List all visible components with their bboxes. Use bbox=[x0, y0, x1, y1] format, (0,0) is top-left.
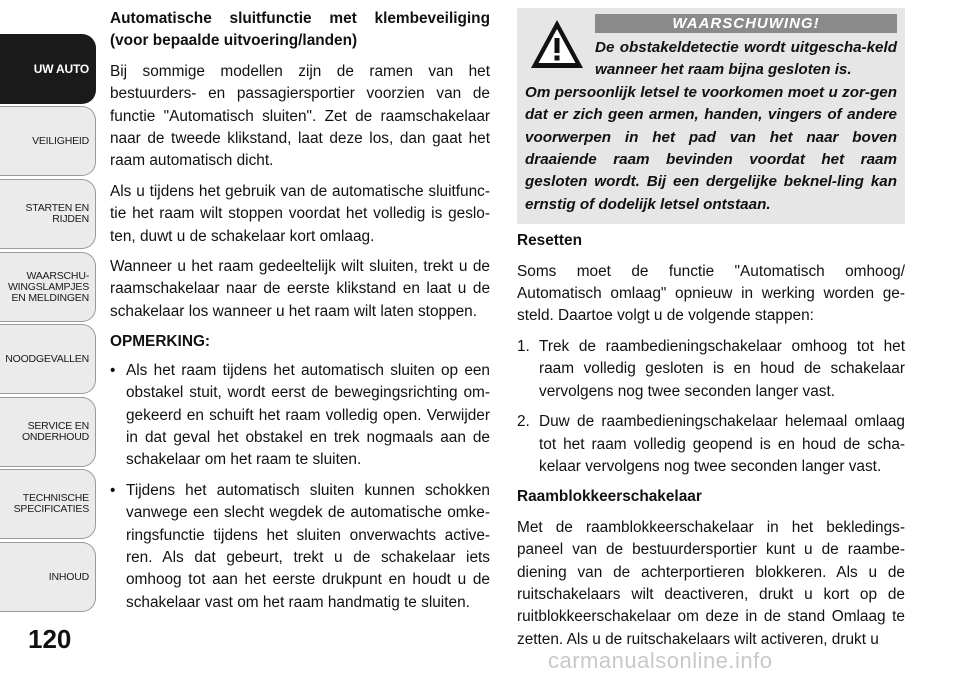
bullet-mark: • bbox=[110, 481, 116, 499]
paragraph: Met de raamblokkeerschakelaar in het bekledings-paneel van de bestuurdersportier kunt u de raambe-diening van de achterportieren blokkeren. Als u de ruitschakelaars wilt deactiveren, drukt u kort op de ruitblokkeerschakelaar om deze in de stand Omlaag te zetten. Als u de ruitschakelaars wilt activeren, drukt u bbox=[517, 518, 905, 648]
tab-technische-specificaties[interactable] bbox=[0, 469, 96, 539]
warning-title: WAARSCHUWING! bbox=[595, 14, 897, 33]
section-heading: Automatische sluitfunctie met klembeveiliging (voor bepaalde uitvoering/landen) bbox=[110, 10, 490, 50]
tab-service-en-onderhoud[interactable] bbox=[0, 397, 96, 467]
tab-label: INHOUD bbox=[48, 570, 89, 583]
tab-inhoud[interactable] bbox=[0, 542, 96, 612]
list-item bbox=[517, 336, 905, 403]
warning-text: De obstakeldetectie wordt uitgescha-keld wanneer het raam bijna gesloten is. bbox=[595, 39, 897, 79]
list-item bbox=[110, 360, 490, 472]
paragraph: Soms moet de functie "Automatisch omhoog/ Automatisch omlaag" opnieuw in werking worden ge-steld. Daartoe volgt u de volgende stappen: bbox=[517, 262, 905, 325]
note-heading: OPMERKING: bbox=[110, 333, 211, 351]
tab-label: STARTEN EN RIJDEN bbox=[25, 202, 89, 225]
list-item bbox=[517, 411, 905, 478]
bullet-text: Als het raam tijdens het automatisch sluiten op een obstakel stuit, wordt eerst de bewegingsrichting om-gekeerd en schuift het raam volledig open. Verwijder in dat geval het obstakel en trek nogmaals aan de schakelaar om het raam te sluiten. bbox=[126, 361, 490, 469]
paragraph: Als u tijdens het gebruik van de automatische sluitfunc-tie het raam wilt stoppen voordat het volledig is geslo-ten, duwt u de schakelaar kort omlaag. bbox=[110, 182, 490, 245]
page-number: 120 bbox=[28, 624, 72, 654]
paragraph: Wanneer u het raam gedeeltelijk wilt sluiten, trekt u de raamschakelaar naar de eerste klikstand en laat u de schakelaar los wanneer u het raam wilt laten stoppen. bbox=[110, 258, 490, 320]
tab-veiligheid[interactable] bbox=[0, 106, 96, 176]
paragraph: Bij sommige modellen zijn de ramen van het bestuurders- en passagiersportier voorzien van de functie "Automatisch sluiten". Zet de raamschakelaar naar de tweede klikstand, laat deze los, dan gaat het raam automatisch dicht. bbox=[110, 62, 490, 170]
tab-label: WAARSCHU- WINGSLAMPJES EN MELDINGEN bbox=[7, 269, 89, 304]
tab-noodgevallen[interactable] bbox=[0, 324, 96, 394]
tab-label: SERVICE EN ONDERHOUD bbox=[21, 420, 89, 443]
tab-label: NOODGEVALLEN bbox=[5, 352, 89, 365]
tab-starten-en-rijden[interactable] bbox=[0, 179, 96, 249]
left-column bbox=[110, 8, 490, 622]
bullet-text: Tijdens het automatisch sluiten kunnen schokken vanwege een slecht wegdek de automatische omke-ringsfunctie tijdens het sluiten onverwachts active-ren. Als dat gebeurt, trekt u de schakelaar iets omhoog tot aan het eerste drukpunt en houdt u de schakelaar vast om het raam handmatig te sluiten. bbox=[126, 481, 490, 611]
step-number: 1. bbox=[517, 337, 530, 355]
step-text: Duw de raambedieningschakelaar helemaal omlaag tot het raam volledig geopend is en houd de scha-kelaar vervolgens nog twee seconden langer vast. bbox=[539, 413, 905, 475]
tab-uw-auto[interactable] bbox=[0, 34, 96, 104]
bullet-mark: • bbox=[110, 361, 116, 379]
warning-triangle-icon bbox=[525, 14, 589, 74]
watermark: carmanualsonline.info bbox=[548, 648, 773, 673]
tab-waarschuwingslampjes[interactable] bbox=[0, 252, 96, 322]
step-text: Trek de raambedieningschakelaar omhoog tot het raam volledig gesloten is en houd de schakelaar vervolgens nog twee seconden langer vast. bbox=[539, 337, 905, 400]
tab-label: UW AUTO bbox=[33, 61, 89, 76]
tab-label: VEILIGHEID bbox=[32, 134, 89, 147]
chapter-tabs bbox=[0, 0, 98, 620]
right-column bbox=[517, 8, 905, 659]
list-item bbox=[110, 480, 490, 614]
warning-text: Om persoonlijk letsel te voorkomen moet u zor-gen dat er zich geen armen, handen, vingers of andere voorwerpen in het pad van het naar boven draaiende raam bevinden voordat het raam gesloten wordt. Bij een dergelijke beknel-ling kan ernstig of dodelijk letsel ontstaan. bbox=[525, 83, 897, 213]
step-number: 2. bbox=[517, 413, 530, 431]
warning-box bbox=[517, 8, 905, 224]
section-heading: Resetten bbox=[517, 232, 583, 250]
section-heading: Raamblokkeerschakelaar bbox=[517, 488, 702, 506]
tab-label: TECHNISCHE SPECIFICATIES bbox=[13, 492, 89, 515]
